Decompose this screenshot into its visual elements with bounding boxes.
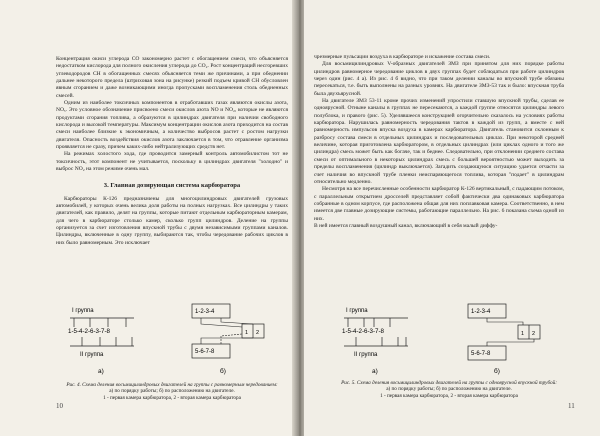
firing-order: 1-5-4-2-6-3-7-8 — [342, 328, 384, 335]
label-b: б) — [220, 368, 226, 375]
bank-bottom: 5-6-7-8 — [195, 349, 215, 355]
label-a: а) — [98, 368, 104, 375]
left-text-column — [56, 56, 288, 247]
group2-label: II группа — [80, 352, 104, 358]
page-number: 10 — [56, 402, 63, 410]
paragraph: На двигателе ЗМЗ 53-11 кроме прочих изменений упростили ставшую впускной трубы, сделав ее одноярусной. Отныне каналы в группах не пересекаются, а каждой группе относятся цилиндры левого полублока, и правого (рис. 5). Уделявшееся конструкцией огорчительно сказалось на условиях работы карбюратора. Нарушилась равномерность чередования тактов в каждой из групп, а вместе с ней равномерность импульсов впуска воздуха в камерах карбюратора. Двигатель становится склонным к разбросу состава смеси в отдельных цилиндрах и последовательных циклах. При некоторой средней величине, которая приготовлена карбюратором, в отдельных цилиндрах (или циклах одного и того же цилиндра) смесь может быть как богаче, так и беднее. Следовательно, при отклонении среднего состава смеси от оптимального в некоторых цилиндрах смесь с большей вероятностью может выходить за пределы воспламенения (цилиндр выключается). Загадить создающуюся ситуацию удается отчасти за счет наличия во впускной трубе пленки неиспаряющегося топлива, которая "подает" в цилиндрам относительно медленно. — [314, 98, 564, 185]
group2-label: II группа — [354, 352, 378, 358]
paragraph: В ней имеется главный воздушный канал, включающий в себя малый диффу- — [314, 222, 498, 229]
caption-legend-a: а) по порядку работы; б) по расположению на двигателе. — [109, 388, 235, 395]
svg-text:1: 1 — [521, 331, 525, 337]
firing-order: 1-5-4-2-6-3-7-8 — [68, 328, 110, 335]
figure-5 — [334, 300, 564, 436]
right-page — [304, 0, 600, 436]
caption-title: Рис. 5. Схема деления восьмицилиндровых двигателей на группы с одноярусной впускной трубой: — [341, 380, 557, 386]
group1-label: I группа — [72, 308, 94, 314]
group1-label: I группа — [346, 308, 368, 314]
label-b: б) — [494, 368, 500, 375]
figure-4-caption — [60, 382, 284, 401]
caption-legend-a: а) по порядку работы; б) по расположению на двигателе. — [386, 386, 512, 393]
paragraph: Концентрация окиси углерода CO закономерно растет с обогащением смеси, что объясняется недостатком кислорода для полного окисления углерода до CO₂. Рост концентраций несгоревших углеводородов CH в обогащенных смесях объясняется теми же причинами, а при обеднении дальнее некоторого предела (штриховая зона на рисунке) резкий подъем кривой CH обусловлен явным сгоранием и даже возникающими иногда пропусками воспламенения столь обедненных смесей. — [56, 56, 288, 99]
figure-4-diagram — [60, 300, 284, 380]
bank-top: 1-2-3-4 — [195, 309, 215, 315]
caption-legend-b: 1 - первая камера карбюратора, 2 - вторая камера карбюратора — [103, 394, 241, 401]
section-heading: 3. Главная дозирующая система карбюратора — [103, 181, 241, 189]
caption-legend-b: 1 - первая камера карбюратора, 2 - вторая камера карбюратора — [380, 392, 518, 399]
label-a: а) — [372, 368, 378, 375]
paragraph: На режимах холостого хода, где проводится замерный контроль автомобилистом тот не токсичность, этот компонент не учитывается, поскольку в цилиндрах двигателя "холодно" и выброс NO₂ на этом режиме очень мал. — [56, 151, 288, 173]
paragraph: Одним из наиболее токсичных компонентов в отработавших газах являются окислы азота, NOₓ. Это условное обозначение присвоено смеси окислов азота NO и NO₂, которые не являются продуктами сгорания топлива, а образуются в цилиндрах двигателя при наличии свободного кислорода и высокой температуры. Максимум концентрации окислов азота приходится на состав смеси наиболее близкие к экономичным, а количество выбросов растет с ростом нагрузки двигателя. Опасность воздействия окислов азота заключается в том, что отравление организма проявляется не сразу, причем каких-либо нейтрализующих средств нет. — [56, 100, 288, 151]
right-text-column — [314, 54, 564, 230]
svg-text:1: 1 — [245, 330, 249, 336]
left-page — [0, 0, 296, 436]
caption-title: Рис. 4. Схема деления восьмицилиндровых двигателей на группы с равномерным чередованием: — [66, 382, 278, 388]
page-number: 11 — [568, 402, 575, 410]
paragraph: чрезмерные пульсации воздуха в карбюраторе и искажение состава смеси. — [314, 54, 491, 60]
figure-5-caption — [334, 380, 564, 399]
paragraph: Несмотря на все перечисленные особенности карбюратор К-126 вертикальный, с падающим потоком, с параллельным открытием дросселей представляет собой фактически два одинаковых карбюратора собранные в одном корпусе, где расположена общая для них поплавковая камера. Соответственно, в нем имеется две главные дозирующие системы, работающие параллельно. На рис. 6 показана схема одной из них. — [314, 186, 564, 222]
figure-4 — [60, 300, 284, 410]
svg-text:2: 2 — [256, 330, 260, 336]
bank-bottom: 5-6-7-8 — [471, 351, 491, 357]
bank-top: 1-2-3-4 — [471, 309, 491, 315]
svg-text:2: 2 — [532, 331, 536, 337]
figure-5-diagram — [334, 300, 564, 380]
paragraph: Для восьмицилиндровых V-образных двигателей ЗМЗ при принятом для них порядке работы цилиндров равномерное чередование циклов в двух группах будет соблюдаться при работе цилиндров через один (рис. 4 а). Из рис. 4 б видно, что при таком делении каналы во впускной трубе обязаны пересекаться, т.е. быть выполнены на разных уровнях. На двигателе ЗМЗ-53 так и было: впускная труба была двухъярусной. — [314, 61, 564, 97]
paragraph: Карбюраторы К-126 предназначены для многоцилиндровых двигателей грузовых автомобилей, у которых очень велика доля работы на полных нагрузках. Все цилиндры у таких двигателей, как правило, делят на группы, которые питают отдельным карбюраторным камерам, для чего в карбюраторе столько камер, сколько групп цилиндров. Деление на группы организуется за счет изготовления впускной трубы с двумя независимыми группами каналов. Цилиндры, включенные в одну группу, выбираются так, чтобы чередование рабочих циклов в них было равномерным. Это исключает — [56, 195, 288, 246]
